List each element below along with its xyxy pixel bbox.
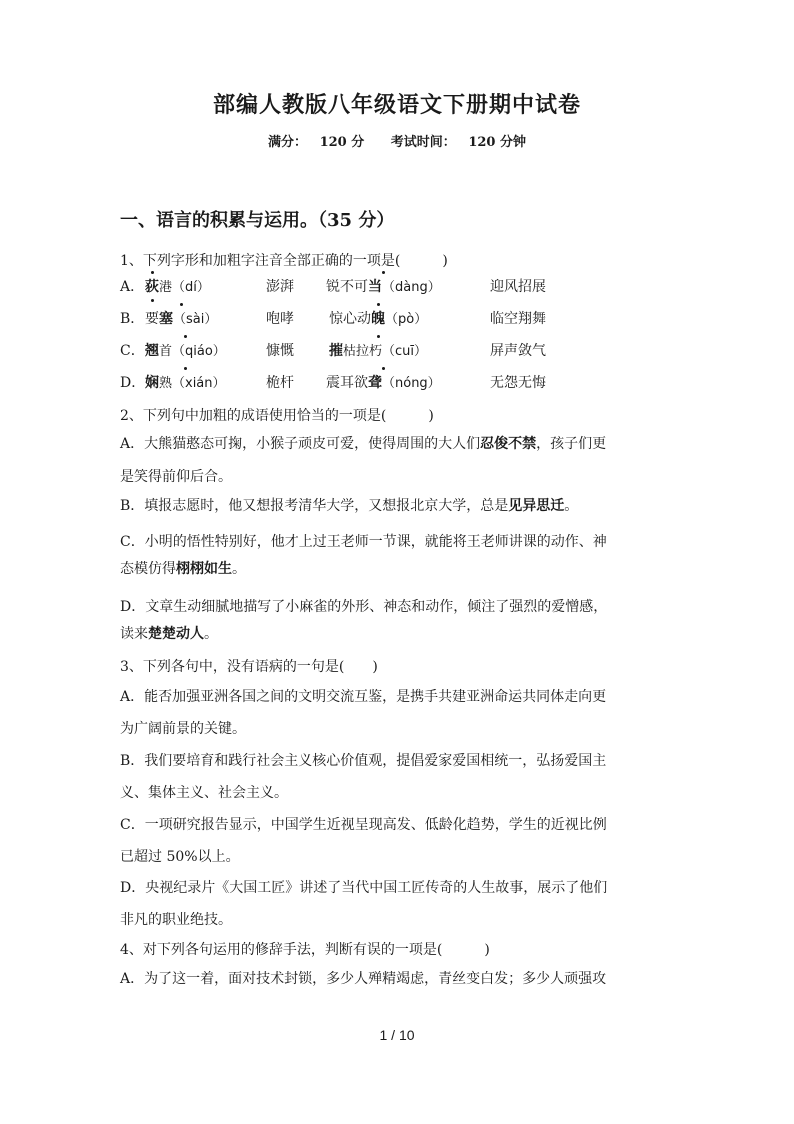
text: 要 <box>145 311 159 327</box>
bold-char: 魄 <box>371 311 385 327</box>
text: （sài） <box>173 312 218 327</box>
question-3-stem: 3、下列各句中，没有语病的一句是( ) <box>120 659 378 675</box>
section-heading: 一、语言的积累与运用。（35 分） <box>120 210 395 231</box>
q1-option-a-col2: 澎湃 <box>266 279 294 295</box>
q2-option-c-line2 <box>120 558 246 578</box>
q1-option-b-col4: 临空翔舞 <box>490 311 546 327</box>
q3-option-b-line2: 义、集体主义、社会主义。 <box>120 785 288 801</box>
text: 锐不可 <box>326 279 368 295</box>
text: 态模仿得 <box>120 561 176 577</box>
q1-option-b-col3 <box>329 308 427 328</box>
bold-char: 娴 <box>145 375 159 391</box>
text: 。 <box>232 561 246 577</box>
text: 震耳欲 <box>326 375 368 391</box>
q1-option-a-col3 <box>326 276 441 296</box>
q2-option-b-line1 <box>120 495 578 515</box>
bold-char: 荻 <box>145 276 159 296</box>
text: 。 <box>564 498 579 514</box>
q1-option-a-label: A． <box>120 279 145 295</box>
text: ，孩子们更 <box>536 436 607 452</box>
time-label: 考试时间： <box>390 135 456 150</box>
q3-option-c-line2: 已超过 50%以上。 <box>120 849 240 865</box>
q2-option-c-line1: C．小明的悟性特别好，他才上过王老师一节课，就能将王老师讲课的动作、神 <box>120 534 607 550</box>
exam-info <box>0 131 794 150</box>
q1-option-c-col2: 慷慨 <box>266 343 294 359</box>
q2-option-a-line2: 是笑得前仰后合。 <box>120 469 232 485</box>
q3-option-d-line1: D．央视纪录片《大国工匠》讲述了当代中国工匠传奇的人生故事，展示了他们 <box>120 880 608 896</box>
text: A．大熊猫憨态可掬，小猴子顽皮可爱，使得周围的大人们 <box>120 436 481 452</box>
bold-char: 当 <box>368 279 382 295</box>
q1-option-a-col4: 迎风招展 <box>490 279 546 295</box>
q2-option-d-line1: D．文章生动细腻地描写了小麻雀的外形、神态和动作，倾注了强烈的爱憎感， <box>120 599 608 615</box>
bold-char: 翘 <box>145 343 159 359</box>
text: 港（dí） <box>159 280 210 295</box>
text: （pò） <box>385 312 428 327</box>
q3-option-b-line1: B．我们要培育和践行社会主义核心价值观，提倡爱家爱国相统一，弘扬爱国主 <box>120 753 607 769</box>
q1-option-d-col2: 桅杆 <box>266 375 294 391</box>
score-label: 满分： <box>268 135 308 150</box>
q1-option-a-col1 <box>145 276 210 296</box>
idiom: 楚楚动人 <box>148 626 204 642</box>
q3-option-a-line1: A．能否加强亚洲各国之间的文明交流互鉴，是携手共建亚洲命运共同体走向更 <box>120 689 607 705</box>
page-number: 1 / 10 <box>379 1027 415 1043</box>
question-2-stem: 2、下列句中加粗的成语使用恰当的一项是( ) <box>120 408 434 424</box>
q1-option-d-col4: 无怨无悔 <box>490 375 546 391</box>
text: （dàng） <box>382 280 441 295</box>
q1-option-c-col4: 屏声敛气 <box>490 343 546 359</box>
q1-option-c-label: C． <box>120 343 145 359</box>
time-value: 120 分钟 <box>468 135 526 150</box>
text: 首（qiáo） <box>159 344 226 359</box>
text: 惊心动 <box>329 311 371 327</box>
q1-option-c-col1 <box>145 340 226 360</box>
q1-option-b-col1 <box>145 308 217 328</box>
q1-option-c-col3 <box>329 340 427 360</box>
page-title: 部编人教版八年级语文下册期中试卷 <box>212 92 581 118</box>
idiom: 栩栩如生 <box>176 561 232 577</box>
text: 。 <box>204 626 218 642</box>
idiom: 见异思迁 <box>508 498 565 514</box>
bold-char: 摧 <box>329 343 343 359</box>
text: （nóng） <box>382 376 441 391</box>
q1-option-b-label: B． <box>120 311 145 327</box>
bold-char: 塞 <box>159 311 173 327</box>
q4-option-a-line1: A．为了这一着，面对技术封锁，多少人殚精竭虑，青丝变白发；多少人顽强攻 <box>120 971 607 987</box>
idiom: 忍俊不禁 <box>480 436 537 452</box>
text: 枯拉朽（cuī） <box>343 344 427 359</box>
question-1-stem: 1、下列字形和加粗字注音全部正确的一项是( ) <box>120 253 448 269</box>
q1-option-d-label: D． <box>120 375 146 391</box>
q3-option-c-line1: C．一项研究报告显示，中国学生近视呈现高发、低龄化趋势，学生的近视比例 <box>120 817 607 833</box>
q3-option-d-line2: 非凡的职业绝技。 <box>120 912 232 928</box>
question-4-stem: 4、对下列各句运用的修辞手法，判断有误的一项是( ) <box>120 942 490 958</box>
q1-option-d-col1 <box>145 372 226 392</box>
q3-option-a-line2: 为广阔前景的关键。 <box>120 721 246 737</box>
q1-option-b-col2: 咆哮 <box>266 311 294 327</box>
score-value: 120 分 <box>319 135 365 150</box>
bold-char: 聋 <box>368 375 382 391</box>
q2-option-a-line1 <box>120 433 606 453</box>
q2-option-d-line2 <box>120 623 218 643</box>
text: B．填报志愿时，他又想报考清华大学，又想报北京大学，总是 <box>120 498 509 514</box>
text: 熟（xián） <box>159 376 226 391</box>
text: 读来 <box>120 626 148 642</box>
q1-option-d-col3 <box>326 372 441 392</box>
